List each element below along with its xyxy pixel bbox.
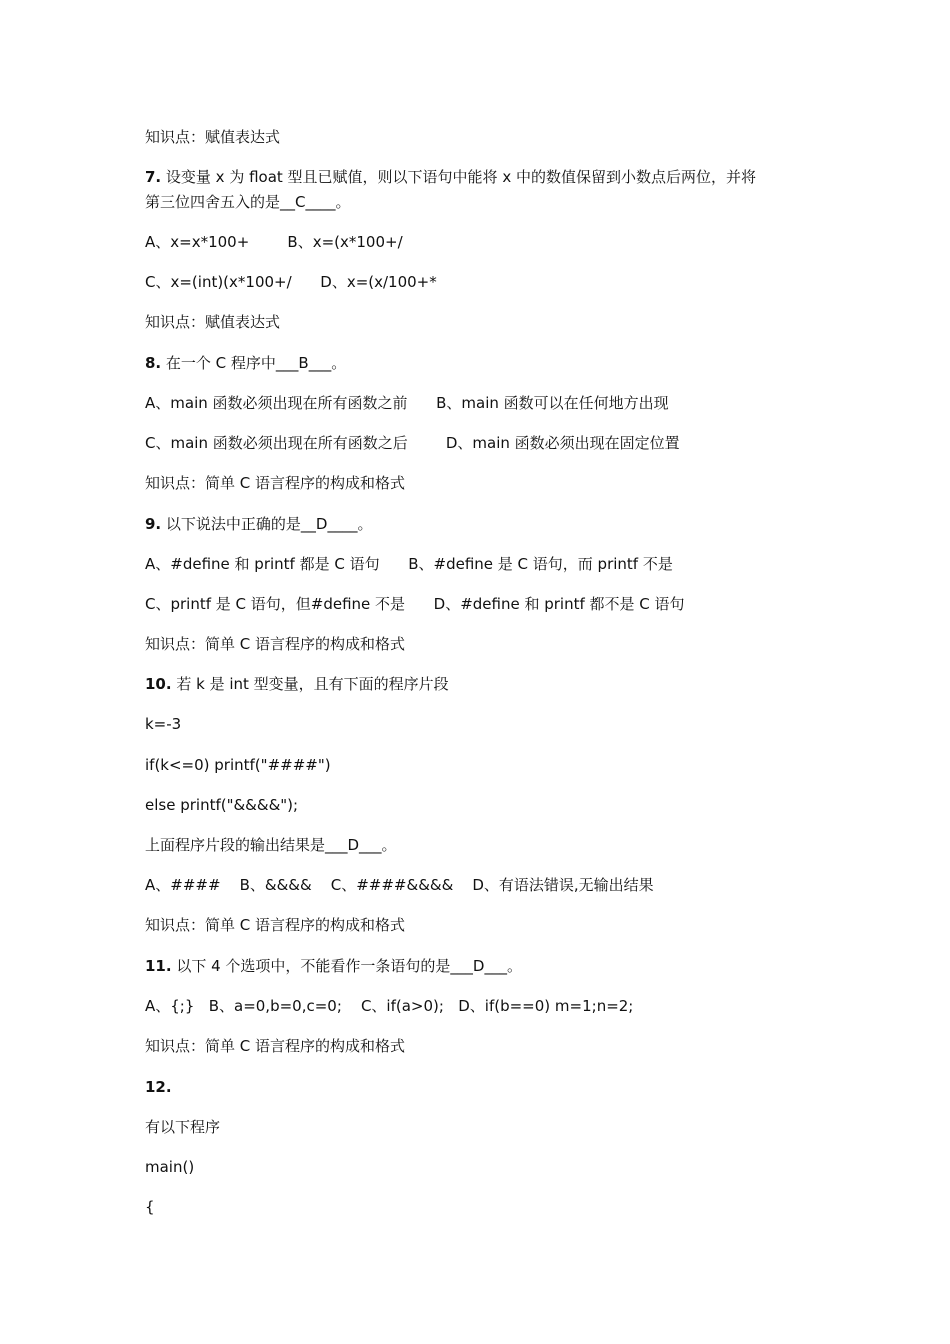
question-7-stem-cont: 第三位四舍五入的是__C____。 — [145, 193, 351, 211]
question-10-options: A、#### B、&&&& C、####&&&& D、有语法错误,无输出结果 — [145, 876, 654, 894]
question-9-stem: 9. 以下说法中正确的是__D____。 — [145, 515, 373, 533]
question-8-stem: 8. 在一个 C 程序中___B___。 — [145, 354, 347, 372]
question-number: 9. — [145, 515, 162, 533]
question-12-intro: 有以下程序 — [145, 1118, 221, 1136]
question-8-options-cd: C、main 函数必须出现在所有函数之后 D、main 函数必须出现在固定位置 — [145, 434, 680, 452]
question-7-options-cd: C、x=(int)(x*100+/ D、x=(x/100+* — [145, 273, 437, 291]
question-11-options: A、{;} B、a=0,b=0,c=0; C、if(a>0); D、if(b==0) m=1;n=2; — [145, 997, 634, 1015]
question-number: 11. — [145, 957, 172, 975]
question-10-prompt: 上面程序片段的输出结果是___D___。 — [145, 836, 397, 854]
question-7-options-ab: A、x=x*100+ B、x=(x*100+/ — [145, 233, 403, 251]
question-9-options-cd: C、printf 是 C 语句，但#define 不是 D、#define 和 printf 都不是 C 语句 — [145, 595, 685, 613]
question-9-options-ab: A、#define 和 printf 都是 C 语句 B、#define 是 C 语句，而 printf 不是 — [145, 555, 673, 573]
question-11-stem: 11. 以下 4 个选项中，不能看作一条语句的是___D___。 — [145, 957, 522, 975]
question-number: 7. — [145, 168, 162, 186]
code-line: else printf("&&&&"); — [145, 796, 299, 814]
code-line: if(k<=0) printf("####") — [145, 756, 331, 774]
question-12-stem — [145, 1077, 172, 1097]
knowledge-point-line: 知识点：简单 C 语言程序的构成和格式 — [145, 635, 406, 653]
knowledge-point-line: 知识点：赋值表达式 — [145, 128, 281, 146]
question-10-stem: 10. 若 k 是 int 型变量，且有下面的程序片段 — [145, 675, 449, 693]
knowledge-point-line: 知识点：简单 C 语言程序的构成和格式 — [145, 474, 406, 492]
knowledge-point-line: 知识点：赋值表达式 — [145, 313, 281, 331]
question-8-options-ab: A、main 函数必须出现在所有函数之前 B、main 函数可以在任何地方出现 — [145, 394, 669, 412]
question-number: 12. — [145, 1078, 172, 1096]
question-7-stem: 7. 设变量 x 为 float 型且已赋值，则以下语句中能将 x 中的数值保留到小数点后两位，并将 — [145, 168, 756, 186]
knowledge-point-line: 知识点：简单 C 语言程序的构成和格式 — [145, 916, 406, 934]
code-line: k=-3 — [145, 715, 182, 733]
question-number: 10. — [145, 675, 172, 693]
knowledge-point-line: 知识点：简单 C 语言程序的构成和格式 — [145, 1037, 406, 1055]
code-line: { — [145, 1198, 155, 1216]
question-number: 8. — [145, 354, 162, 372]
code-line: main() — [145, 1158, 195, 1176]
